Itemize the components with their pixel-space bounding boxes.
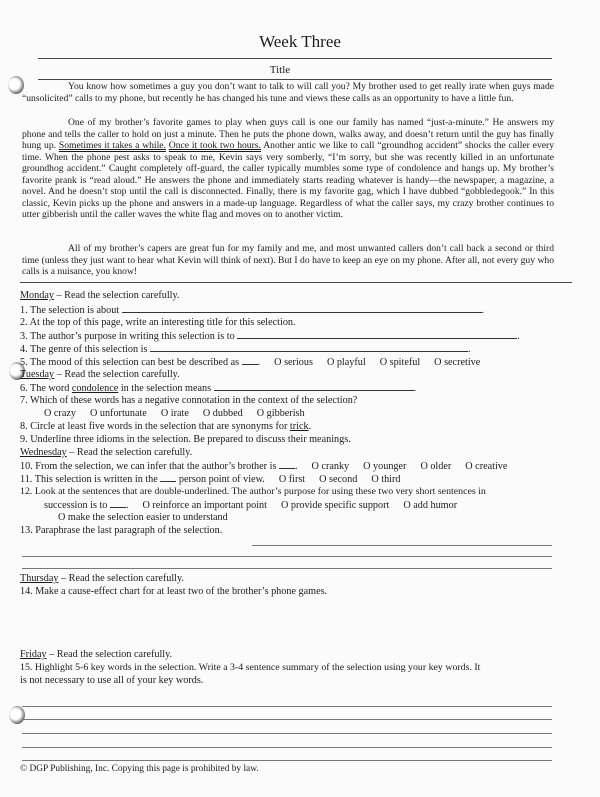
thursday-instruction: – Read the selection carefully. [61,573,184,584]
wednesday-instruction: – Read the selection carefully. [69,447,193,458]
question-9: 9. Underline three idioms in the selection. Be prepared to discuss their meanings. [20,434,351,445]
q11-option-first[interactable]: O first [278,474,306,485]
question-8 [20,420,311,433]
friday-instruction: – Read the selection carefully. [49,649,173,660]
q3-text: 3. The author’s purpose in writing this selection is to [20,331,235,342]
monday-heading [20,289,179,302]
q15-answer-line-5[interactable] [22,760,552,761]
hole-punch-bottom [9,706,25,724]
selection-paragraph-1 [22,81,554,104]
q3-answer-blank[interactable] [237,329,517,339]
q6-word: condolence [71,383,119,394]
q12-option-humor[interactable]: O add humor [403,500,458,511]
q5-option-spiteful[interactable]: O spiteful [379,357,421,368]
q1-answer-blank[interactable] [122,303,482,313]
q15-answer-line-1[interactable] [22,706,552,707]
q10-period: . [294,461,298,472]
paragraph-3-text: All of my brother’s capers are great fun for my family and me, and most unwanted callers don’t call back a second or third time (unless they just want to hear what Kevin will think of next). But I do have to keep an eye on my phone. After all, not every guy who calls is a nuisance, you know! [22,243,554,277]
selection-paragraph-3 [22,243,554,278]
title-rule [38,58,552,59]
q5-answer-blank[interactable] [242,355,258,365]
q10-option-younger[interactable]: O younger [363,461,407,472]
question-3 [20,329,520,343]
thursday-heading [20,572,184,585]
q4-text: 4. The genre of this selection is [20,344,148,355]
paragraph-2-text-a: One of my brother’s favorite games to play when guys call is one our family has named “just-a-minute.” He answers my phone and tells the caller to hold on just a minute. Then he puts the phone down, walks away, and doesn’t return until the guy has finally hung up. [22,117,554,151]
thursday-label: Thursday [20,573,59,584]
q8-word: trick [289,421,309,432]
q12-cont-text: succession is to [44,500,108,511]
q11-text-pre: 11. This selection is written in the [20,474,158,485]
q7-option-irate[interactable]: O irate [160,408,189,419]
question-13: 13. Paraphrase the last paragraph of the selection. [20,525,223,536]
q6-period: . [413,383,417,394]
q8-text: 8. Circle at least five words in the selection that are synonyms for [20,421,290,432]
q12-answer-blank[interactable] [110,498,126,508]
question-7: 7. Which of these words has a negative connotation in the context of the selection? [20,395,358,406]
question-11 [20,472,401,486]
q7-option-unfortunate[interactable]: O unfortunate [89,408,147,419]
q11-answer-blank[interactable] [160,472,176,482]
q12-option-reinforce[interactable]: O reinforce an important point [142,500,267,511]
tuesday-label: Tuesday [20,369,55,380]
q7-options [44,407,305,420]
q10-text: 10. From the selection, we can infer that the author’s brother is [20,461,277,472]
q15-continuation: is not necessary to use all of your key words. [20,675,204,686]
tuesday-instruction: – Read the selection carefully. [56,369,180,380]
q7-option-dubbed[interactable]: O dubbed [202,408,243,419]
q5-period: . [257,357,261,368]
q13-answer-line-2[interactable] [22,556,552,557]
question-6 [20,381,416,395]
question-5 [20,355,480,369]
friday-heading [20,648,172,661]
q10-option-creative[interactable]: O creative [465,461,508,472]
paragraph-2-text-b: Another antic we like to call “groundhog accident” shocks the caller every time. When the phone pest asks to speak to me, Kevin says very somberly, “I’m sorry, but she was recently killed in an unfortunate groundhog accident.” Caught completely off-guard, the caller typically mumbles some type of condolence and hangs up. My brother’s favorite prank is “read aloud.” He answers the phone and immediately starts reading whatever is handy—the newspaper, a magazine, a novel. And he doesn’t stop until the call is disconnected. Finally, there is my favorite gag, which I have dubbed “gobbledegook.” In this classic, Kevin picks up the phone and answers in a made-up language. Regardless of what the caller says, my crazy brother continues to utter gibberish until the caller waves the white flag and moves on to another victim. [22,140,554,220]
page-title: Week Three [259,32,341,51]
question-10 [20,459,507,473]
q12-continuation [44,498,457,512]
question-2: 2. At the top of this page, write an interesting title for this selection. [20,317,296,328]
q5-option-playful[interactable]: O playful [326,357,366,368]
question-4 [20,342,471,356]
double-underlined-sentence-1: Sometimes it takes a while. [58,140,166,151]
q6-answer-blank[interactable] [214,381,414,391]
paragraph-1-text: You know how sometimes a guy you don’t want to talk to will call you? My brother used to get really irate when guys made “unsolicited” calls to my phone, but recently he has changed his tune and views these calls as an opportunity to have a little fun. [22,81,554,104]
q15-answer-line-4[interactable] [22,747,552,748]
section-divider [20,282,572,283]
q10-option-cranky[interactable]: O cranky [311,461,350,472]
q1-text: 1. The selection is about [20,305,120,316]
q11-text-post: person point of view. [178,474,265,485]
tuesday-heading [20,368,180,381]
q10-answer-blank[interactable] [279,459,295,469]
q12-option-support[interactable]: O provide specific support [280,500,390,511]
q1-period: . [481,305,485,316]
question-14: 14. Make a cause-effect chart for at least two of the brother’s phone games. [20,586,328,597]
q3-period: . [517,331,520,342]
double-underlined-sentence-2: Once it took two hours. [168,140,261,151]
monday-instruction: – Read the selection carefully. [56,290,180,301]
q11-option-second[interactable]: O second [319,474,358,485]
copyright-notice: © DGP Publishing, Inc. Copying this page is prohibited by law. [20,764,259,774]
q6-text-post: in the selection means [118,383,212,394]
q15-answer-line-2[interactable] [22,719,552,720]
selection-title-label: Title [269,64,291,76]
selection-paragraph-2 [22,117,554,221]
q5-text: 5. The mood of this selection can best be described as [20,357,240,368]
wednesday-label: Wednesday [20,447,67,458]
q13-answer-line-3[interactable] [22,568,552,569]
q11-option-third[interactable]: O third [371,474,401,485]
question-12: 12. Look at the sentences that are double-underlined. The author’s purpose for using these two very short sentences in [20,486,486,497]
q6-text-pre: 6. The word [20,383,72,394]
q4-answer-blank[interactable] [150,342,468,352]
q5-option-serious[interactable]: O serious [274,357,313,368]
wednesday-heading [20,446,192,459]
q10-option-older[interactable]: O older [420,461,452,472]
q15-answer-line-3[interactable] [22,733,552,734]
q8-period: . [308,421,312,432]
question-1 [20,303,484,317]
q12-option-easier[interactable]: O make the selection easier to understand [58,512,228,523]
q12-period: . [125,500,129,511]
q5-option-secretive[interactable]: O secretive [434,357,481,368]
subtitle-rule [38,79,552,80]
q7-option-gibberish[interactable]: O gibberish [256,408,305,419]
q13-answer-line-1[interactable] [252,545,552,546]
friday-label: Friday [20,649,47,660]
q7-option-crazy[interactable]: O crazy [44,408,76,419]
question-15: 15. Highlight 5-6 key words in the selection. Write a 3-4 sentence summary of the selection using your key words. It [20,662,481,673]
monday-label: Monday [20,290,54,301]
q4-period: . [467,344,471,355]
